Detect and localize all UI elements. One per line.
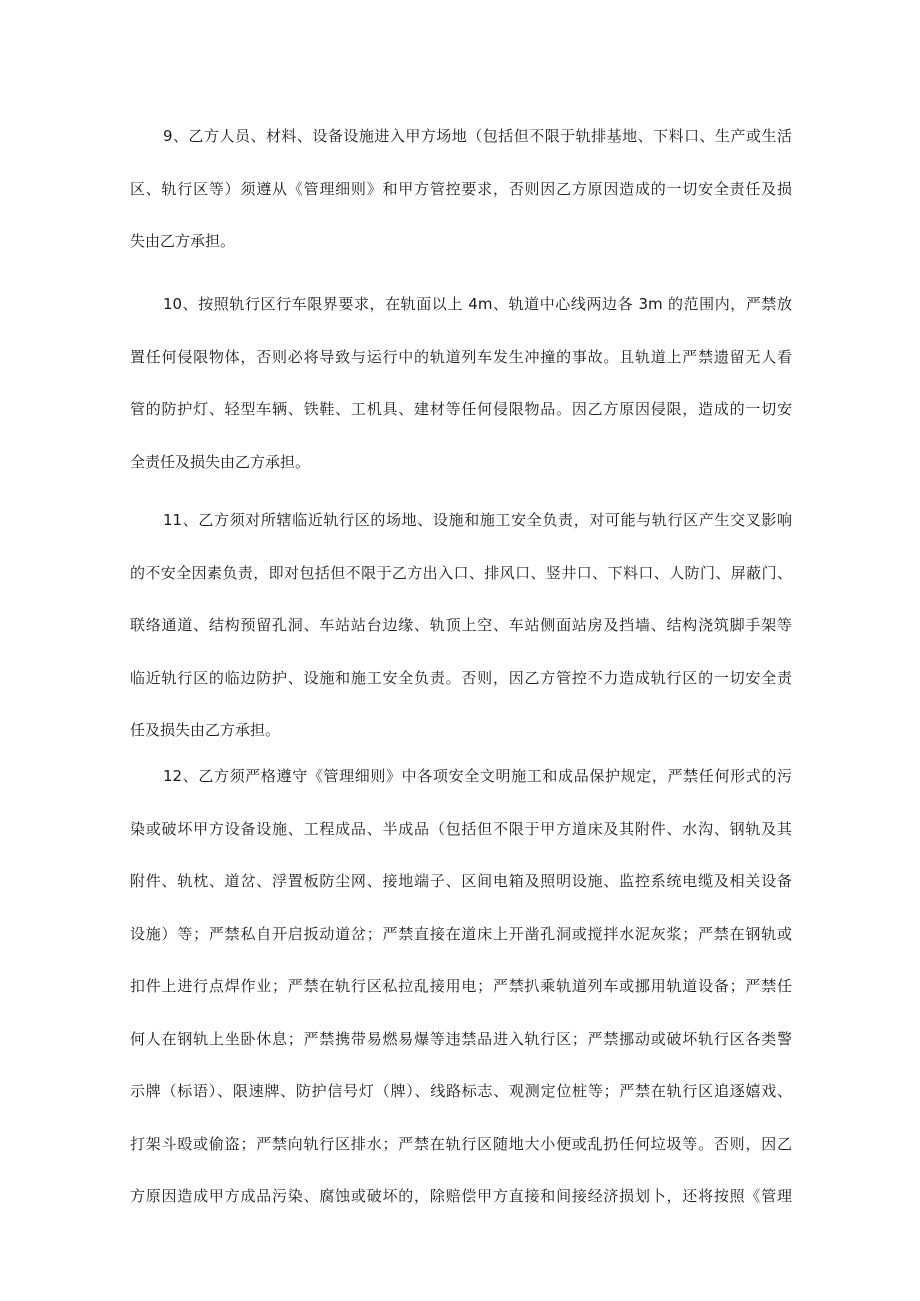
text-line: 染或破坏甲方设备设施、工程成品、半成品（包括但不限于甲方道床及其附件、水沟、钢轨及其 bbox=[130, 819, 792, 838]
text-line: 何人在钢轨上坐卧休息；严禁携带易燃易爆等违禁品进入轨行区；严禁挪动或破坏轨行区各类警 bbox=[130, 1029, 792, 1048]
clause-12-paragraph bbox=[130, 766, 792, 1239]
clause-11-paragraph bbox=[130, 510, 792, 773]
text-line: 临近轨行区的临边防护、设施和施工安全负责。否则，因乙方管控不力造成轨行区的一切安全责 bbox=[130, 668, 792, 687]
text-line: 方原因造成甲方成品污染、腐蚀或破坏的，除赔偿甲方直接和间接经济损划卜，还将按照《管理 bbox=[130, 1187, 792, 1205]
clause-10-paragraph bbox=[130, 294, 792, 504]
text-line: 11、乙方须对所辖临近轨行区的场地、设施和施工安全负责，对可能与轨行区产生交叉影响 bbox=[163, 511, 792, 529]
text-line: 全责任及损失由乙方承担。 bbox=[130, 452, 311, 471]
text-line: 联络通道、结构预留孔洞、车站站台边缘、轨顶上空、车站侧面站房及挡墙、结构浇筑脚手架等 bbox=[130, 616, 792, 634]
text-line: 12、乙方须严格遵守《管理细则》中各项安全文明施工和成品保护规定，严禁任何形式的污 bbox=[163, 767, 792, 785]
text-line: 失由乙方承担。 bbox=[130, 232, 236, 250]
text-line: 区、轨行区等）须遵从《管理细则》和甲方管控要求，否则因乙方原因造成的一切安全责任及损 bbox=[130, 179, 792, 198]
clause-9-paragraph bbox=[130, 126, 792, 284]
text-line: 附件、轨枕、道岔、浮置板防尘网、接地端子、区间电箱及照明设施、监控系统电缆及相关设备 bbox=[130, 872, 792, 890]
text-line: 扣件上进行点焊作业；严禁在轨行区私拉乱接用电；严禁扒乘轨道列车或挪用轨道设备；严禁任 bbox=[130, 977, 792, 995]
text-line: 10、按照轨行区行车限界要求，在轨面以上 4m、轨道中心线两边各 3m 的范围内，严禁放 bbox=[163, 295, 792, 313]
text-line: 置任何侵限物体，否则必将导致与运行中的轨道列车发生冲撞的事故。且轨道上严禁遗留无人看 bbox=[130, 347, 792, 366]
text-line: 打架斗殴或偷盗；严禁向轨行区排水；严禁在轨行区随地大小便或乱扔任何垃圾等。否则，因乙 bbox=[130, 1134, 792, 1153]
text-line: 9、乙方人员、材料、设备设施进入甲方场地（包括但不限于轨排基地、下料口、生产或生活 bbox=[163, 127, 792, 145]
text-line: 任及损失由乙方承担。 bbox=[130, 721, 281, 739]
text-line: 示牌（标语）、限速牌、防护信号灯（牌）、线路标志、观测定位桩等；严禁在轨行区追逐嬉戏、 bbox=[130, 1082, 792, 1100]
text-line: 管的防护灯、轻型车辆、铁鞋、工机具、建材等任何侵限物品。因乙方原因侵限，造成的一切安 bbox=[130, 400, 792, 418]
text-line: 的不安全因素负责，即对包括但不限于乙方出入口、排风口、竖井口、下料口、人防门、屏蔽门、 bbox=[130, 563, 792, 582]
text-line: 设施）等；严禁私自开启扳动道岔；严禁直接在道床上开凿孔洞或搅拌水泥灰浆；严禁在钢轨或 bbox=[130, 924, 792, 943]
